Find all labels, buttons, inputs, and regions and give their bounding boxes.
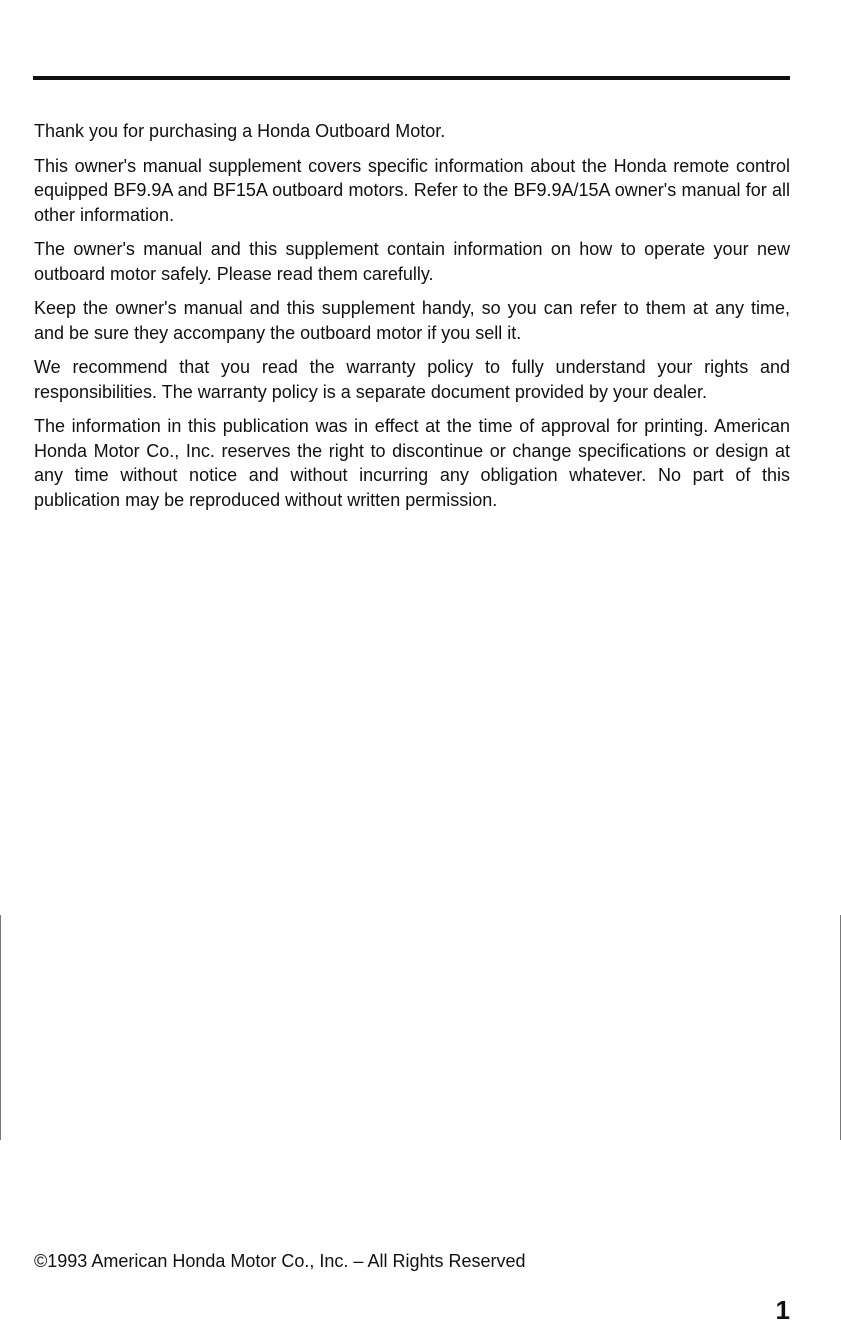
paragraph-read-carefully: The owner's manual and this supplement contain information on how to operate your new outboard motor safely. Please read them carefully. <box>34 239 790 284</box>
page-body <box>34 119 790 522</box>
paragraph-keep-handy: Keep the owner's manual and this supplement handy, so you can refer to them at any time, and be sure they accompany the outboard motor if you sell it. <box>34 298 790 343</box>
paragraph-warranty: We recommend that you read the warranty policy to fully understand your rights and responsibilities. The warranty policy is a separate document provided by your dealer. <box>34 357 790 402</box>
left-margin-line <box>0 915 1 1140</box>
copyright-notice: ©1993 American Honda Motor Co., Inc. – All Rights Reserved <box>34 1251 526 1271</box>
header-rule <box>33 76 790 80</box>
page-number: 1 <box>775 1295 790 1325</box>
paragraph-thank-you: Thank you for purchasing a Honda Outboard Motor. <box>34 121 446 141</box>
paragraph-publication-notice: The information in this publication was in effect at the time of approval for printing. American Honda Motor Co., Inc. reserves the right to discontinue or change specifications or design at any time without notice and without incurring any obligation whatever. No part of this publication may be reproduced without written permission. <box>34 416 790 510</box>
paragraph-supplement-scope: This owner's manual supplement covers specific information about the Honda remote control equipped BF9.9A and BF15A outboard motors. Refer to the BF9.9A/15A owner's manual for all other information. <box>34 155 790 225</box>
